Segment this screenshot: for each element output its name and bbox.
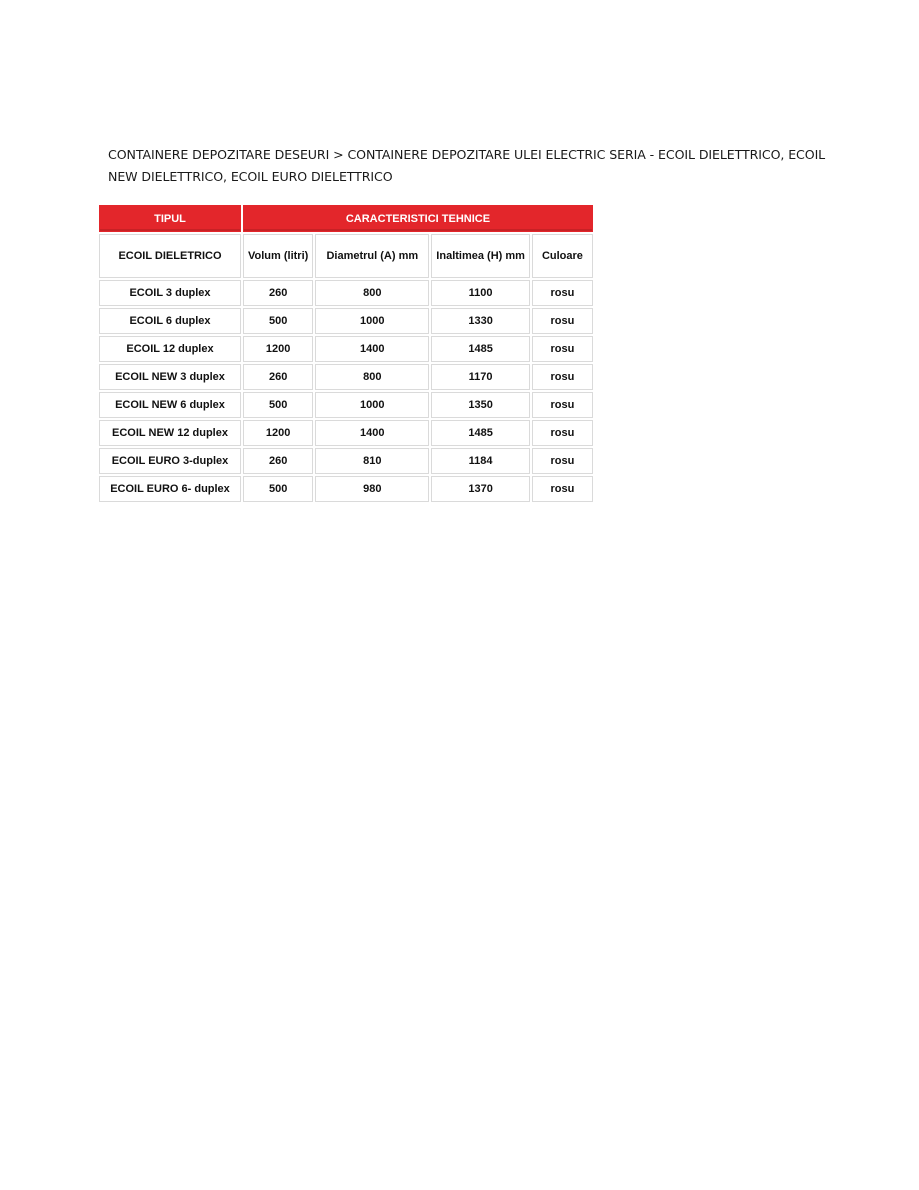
cell-diameter: 800 (315, 364, 429, 390)
cell-type: ECOIL EURO 6- duplex (99, 476, 241, 502)
cell-color: rosu (532, 420, 593, 446)
cell-color: rosu (532, 308, 593, 334)
header-specs: CARACTERISTICI TEHNICE (243, 205, 593, 232)
subheader-color: Culoare (532, 234, 593, 278)
cell-volume: 1200 (243, 336, 313, 362)
subheader-volume: Volum (litri) (243, 234, 313, 278)
table-row (99, 392, 593, 418)
table-row (99, 280, 593, 306)
cell-diameter: 1400 (315, 336, 429, 362)
cell-volume: 500 (243, 392, 313, 418)
cell-volume: 260 (243, 448, 313, 474)
cell-height: 1485 (431, 420, 530, 446)
page-heading (108, 144, 828, 188)
cell-color: rosu (532, 280, 593, 306)
cell-color: rosu (532, 448, 593, 474)
cell-volume: 260 (243, 280, 313, 306)
cell-color: rosu (532, 336, 593, 362)
cell-type: ECOIL NEW 3 duplex (99, 364, 241, 390)
cell-height: 1350 (431, 392, 530, 418)
cell-color: rosu (532, 364, 593, 390)
cell-type: ECOIL NEW 6 duplex (99, 392, 241, 418)
cell-volume: 260 (243, 364, 313, 390)
table-row (99, 336, 593, 362)
cell-diameter: 1000 (315, 392, 429, 418)
cell-diameter: 980 (315, 476, 429, 502)
cell-type: ECOIL 12 duplex (99, 336, 241, 362)
cell-height: 1184 (431, 448, 530, 474)
cell-color: rosu (532, 392, 593, 418)
table-row (99, 420, 593, 446)
cell-volume: 1200 (243, 420, 313, 446)
cell-diameter: 1000 (315, 308, 429, 334)
cell-type: ECOIL EURO 3-duplex (99, 448, 241, 474)
spec-table (97, 203, 595, 504)
subheader-diameter: Diametrul (A) mm (315, 234, 429, 278)
cell-volume: 500 (243, 476, 313, 502)
cell-diameter: 1400 (315, 420, 429, 446)
heading-line-1: CONTAINERE DEPOZITARE DESEURI > CONTAINERE DEPOZITARE ULEI ELECTRIC SERIA - ECOIL DIELETTRICO, ECOIL (108, 147, 826, 162)
cell-height: 1330 (431, 308, 530, 334)
cell-height: 1370 (431, 476, 530, 502)
table-row (99, 476, 593, 502)
cell-height: 1170 (431, 364, 530, 390)
table-row (99, 308, 593, 334)
cell-type: ECOIL 6 duplex (99, 308, 241, 334)
cell-type: ECOIL NEW 12 duplex (99, 420, 241, 446)
cell-volume: 500 (243, 308, 313, 334)
cell-height: 1485 (431, 336, 530, 362)
cell-color: rosu (532, 476, 593, 502)
cell-diameter: 800 (315, 280, 429, 306)
subheader-type: ECOIL DIELETRICO (99, 234, 241, 278)
header-type: TIPUL (99, 205, 241, 232)
heading-line-2: NEW DIELETTRICO, ECOIL EURO DIELETTRICO (108, 169, 393, 184)
table-subheader-row (99, 234, 593, 278)
table-row (99, 448, 593, 474)
table-header-row (99, 205, 593, 232)
cell-height: 1100 (431, 280, 530, 306)
cell-diameter: 810 (315, 448, 429, 474)
table-row (99, 364, 593, 390)
cell-type: ECOIL 3 duplex (99, 280, 241, 306)
subheader-height: Inaltimea (H) mm (431, 234, 530, 278)
